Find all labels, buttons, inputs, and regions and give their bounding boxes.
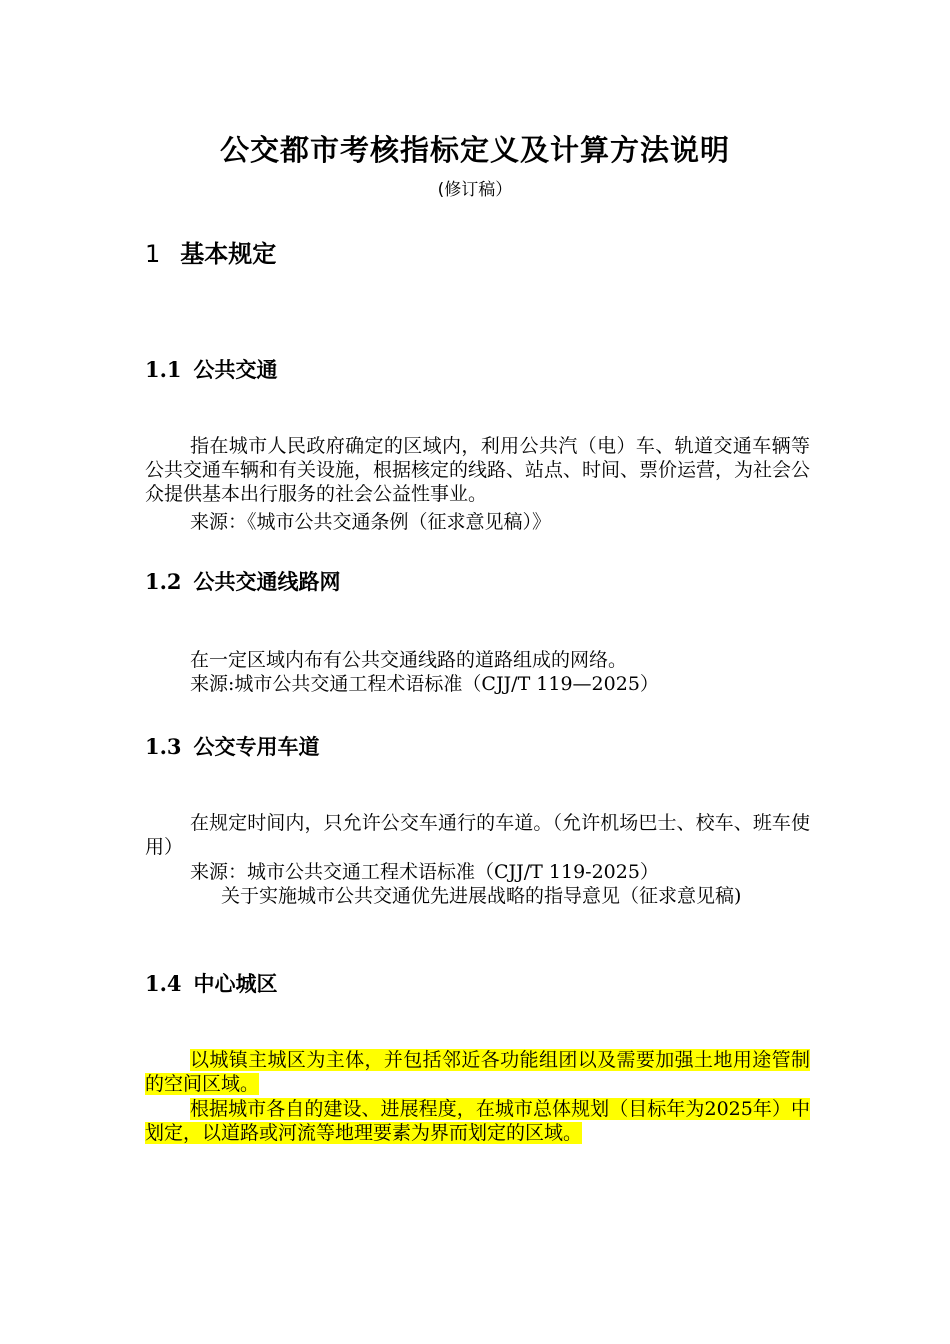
highlighted-text: 以城镇主城区为主体，并包括邻近各功能组团以及需要加强土地用途管制的空间区域。 [145, 1049, 810, 1095]
section-1-1-source: 来源：《城市公共交通条例（征求意见稿）》 [190, 511, 552, 533]
section-1-3-heading [145, 731, 320, 761]
section-1-3-body: 在规定时间内，只允许公交车通行的车道。（允许机场巴士、校车、班车使用） [145, 812, 810, 858]
section-1-4-heading [145, 968, 278, 998]
section-title: 公共交通 [193, 358, 278, 382]
section-1-1-body: 指在城市人民政府确定的区域内，利用公共汽（电）车、轨道交通车辆等公共交通车辆和有关设施，根据核定的线路、站点、时间、票价运营，为社会公众提供基本出行服务的社会公益性事业。 [145, 435, 811, 505]
section-1-heading [145, 234, 276, 269]
section-1-2-heading [145, 566, 341, 596]
section-1-2-body: 在一定区域内布有公共交通线路的道路组成的网络。 [190, 649, 628, 671]
section-1-3-source: 来源：城市公共交通工程术语标准（CJJ/T 119-2025） [190, 861, 659, 883]
section-1-4-body-2 [145, 1097, 810, 1145]
section-1-4-body-1 [145, 1048, 810, 1096]
section-1-3-source-2: 关于实施城市公共交通优先进展战略的指导意见（征求意见稿) [221, 885, 742, 907]
section-title: 公交专用车道 [193, 735, 320, 759]
section-number: 1.2 [145, 569, 182, 594]
section-number: 1.4 [145, 971, 182, 996]
document-title: 公交都市考核指标定义及计算方法说明 [219, 133, 730, 167]
section-title: 基本规定 [180, 240, 277, 268]
section-number: 1 [145, 240, 161, 268]
section-1-1-heading [145, 354, 278, 384]
section-number: 1.1 [145, 357, 182, 382]
section-title: 公共交通线路网 [193, 570, 341, 594]
document-subtitle: (修订稿） [437, 180, 513, 200]
highlighted-text: 根据城市各自的建设、进展程度，在城市总体规划（目标年为2025年）中划定，以道路或河流等地理要素为界而划定的区域。 [145, 1098, 810, 1144]
section-title: 中心城区 [193, 972, 278, 996]
section-number: 1.3 [145, 734, 182, 759]
section-1-2-source: 来源:城市公共交通工程术语标准（CJJ/T 119—2025） [190, 673, 659, 695]
